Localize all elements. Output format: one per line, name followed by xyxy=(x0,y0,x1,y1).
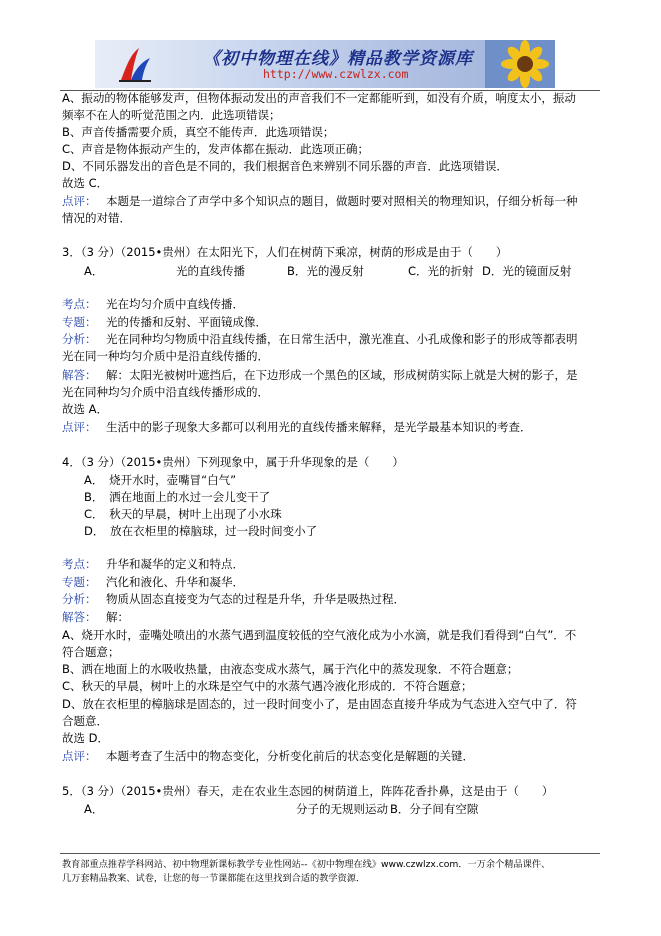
q2-comment-text: 本题是一道综合了声学中多个知识点的题目，做题时要对照相关的物理知识，仔细分析每一种 xyxy=(106,194,578,208)
q3-dianping-label: 点评： xyxy=(62,420,97,434)
q4-option-c: C． 秋天的早晨，树叶上出现了小水珠 xyxy=(84,507,282,521)
q3-zhuanti-text: 光的传播和反射、平面镜成像． xyxy=(106,315,267,329)
q4-fenxi xyxy=(62,591,405,608)
q4-dianping-text: 本题考查了生活中的物态变化，分析变化前后的状态变化是解题的关键． xyxy=(106,749,474,763)
q3-jieda-text: 解：太阳光被树叶遮挡后，在下边形成一个黑色的区域，形成树荫实际上就是大树的影子，是 xyxy=(106,368,578,382)
header-banner xyxy=(95,40,555,88)
q3-dianping xyxy=(62,419,532,436)
footer-rule xyxy=(60,853,600,854)
q4-jieda-a-line1: A、烧开水时，壶嘴处喷出的水蒸气遇到温度较低的空气液化成为小水滴，就是我们看得到“白气”．不 xyxy=(62,628,577,642)
q4-kaodian xyxy=(62,556,244,573)
q4-jieda-a-line2: 符合题意； xyxy=(62,645,120,659)
q4-option-a: A． 烧开水时，壶嘴冒“白气” xyxy=(84,473,237,487)
q3-option-c: C．光的折射 xyxy=(408,264,474,278)
q4-jieda-d-line1: D、放在衣柜里的樟脑球是固态的，过一段时间变小了，是由固态直接升华成为气态进入空气中了．符 xyxy=(62,697,577,711)
q2-comment-label: 点评： xyxy=(62,194,97,208)
q3-jieda-label: 解答： xyxy=(62,368,97,382)
q4-option-b: B． 洒在地面上的水过一会儿变干了 xyxy=(84,490,271,504)
q2-analysis-c: C、声音是物体振动产生的，发声体都在振动．此选项正确； xyxy=(62,142,370,156)
q3-kaodian-text: 光在均匀介质中直线传播． xyxy=(106,297,244,311)
footer-line-1: 教育部重点推荐学科网站、初中物理新课标教学专业性网站--《初中物理在线》www.czwlzx.com．一万余个精品课件、 xyxy=(62,859,551,870)
q4-fenxi-text: 物质从固态直接变为气态的过程是升华，升华是吸热过程． xyxy=(106,592,405,606)
q3-kaodian-label: 考点： xyxy=(62,297,97,311)
site-logo-icon xyxy=(117,44,153,84)
q2-comment-text-2: 情况的对错． xyxy=(62,211,131,225)
q4-jieda-b: B、洒在地面上的水吸收热量，由液态变成水蒸气，属于汽化中的蒸发现象．不符合题意； xyxy=(62,662,519,676)
q4-zhuanti-text: 汽化和液化、升华和凝华． xyxy=(106,575,244,589)
q4-jieda-c: C、秋天的早晨，树叶上的水珠是空气中的水蒸气遇冷液化形成的．不符合题意； xyxy=(62,679,473,693)
q4-dianping xyxy=(62,748,474,765)
q4-jieda-d-line2: 合题意． xyxy=(62,714,108,728)
q5-stem: 5．（3 分）（2015•贵州）春天，走在农业生态园的树荫道上，阵阵花香扑鼻，这是由于（ ） xyxy=(62,784,554,798)
q3-fenxi xyxy=(62,331,578,348)
q3-option-b: B．光的漫反射 xyxy=(287,264,364,278)
q3-zhuanti xyxy=(62,314,267,331)
q4-jieda xyxy=(62,609,129,626)
q3-fenxi-text: 光在同种均匀物质中沿直线传播，在日常生活中，激光准直、小孔成像和影子的形成等都表明 xyxy=(106,332,578,346)
q3-kaodian xyxy=(62,296,244,313)
q4-stem: 4．（3 分）（2015•贵州）下列现象中，属于升华现象的是（ ） xyxy=(62,455,404,469)
q3-option-a-letter: A． xyxy=(84,264,104,278)
footer-line-2: 几万套精品教案、试卷，让您的每一节课都能在这里找到合适的教学资源． xyxy=(62,873,366,884)
q5-option-a-letter: A． xyxy=(84,802,104,816)
q3-fenxi-label: 分析： xyxy=(62,332,97,346)
q4-answer: 故选 D． xyxy=(62,731,110,745)
q4-jieda-text: 解： xyxy=(106,610,129,624)
q2-comment xyxy=(62,193,578,210)
q3-option-d: D．光的镜面反射 xyxy=(482,264,572,278)
q4-kaodian-label: 考点： xyxy=(62,557,97,571)
q4-zhuanti xyxy=(62,574,244,591)
q3-jieda-text-2: 光在同种均匀介质中沿直线传播形成的． xyxy=(62,385,269,399)
q3-fenxi-text-2: 光在同一种均匀介质中是沿直线传播的． xyxy=(62,349,269,363)
q3-dianping-text: 生活中的影子现象大多都可以利用光的直线传播来解释，是光学最基本知识的考查． xyxy=(106,420,532,434)
q5-option-b: B．分子间有空隙 xyxy=(390,802,479,816)
q3-option-a: 光的直线传播 xyxy=(176,264,245,278)
q4-dianping-label: 点评： xyxy=(62,749,97,763)
q3-answer: 故选 A． xyxy=(62,402,109,416)
q4-jieda-label: 解答： xyxy=(62,610,97,624)
q3-jieda xyxy=(62,367,578,384)
q2-analysis-a-line1: A、振动的物体能够发声，但物体振动发出的声音我们不一定都能听到，如没有介质，响度太小，振动 xyxy=(62,91,576,105)
q2-analysis-b: B、声音传播需要介质，真空不能传声．此选项错误； xyxy=(62,125,335,139)
q2-analysis-d: D、不同乐器发出的音色是不同的，我们根据音色来辨别不同乐器的声音．此选项错误． xyxy=(62,159,508,173)
q3-zhuanti-label: 专题： xyxy=(62,315,97,329)
q3-stem: 3．（3 分）（2015•贵州）在太阳光下，人们在树荫下乘凉，树荫的形成是由于（ ） xyxy=(62,245,508,259)
banner-title: 《初中物理在线》精品教学资源库 xyxy=(203,49,473,69)
q4-kaodian-text: 升华和凝华的定义和特点． xyxy=(106,557,244,571)
q4-zhuanti-label: 专题： xyxy=(62,575,97,589)
q4-fenxi-label: 分析： xyxy=(62,592,97,606)
sunflower-icon xyxy=(485,40,555,88)
q4-option-d: D． 放在衣柜里的樟脑球，过一段时间变小了 xyxy=(84,524,318,538)
banner-url[interactable]: http://www.czwlzx.com xyxy=(263,67,409,81)
q2-analysis-a-line2: 频率不在人的听觉范围之内．此选项错误； xyxy=(62,108,281,122)
q5-option-a: 分子的无规则运动 xyxy=(296,802,388,816)
q2-answer: 故选 C． xyxy=(62,176,109,190)
